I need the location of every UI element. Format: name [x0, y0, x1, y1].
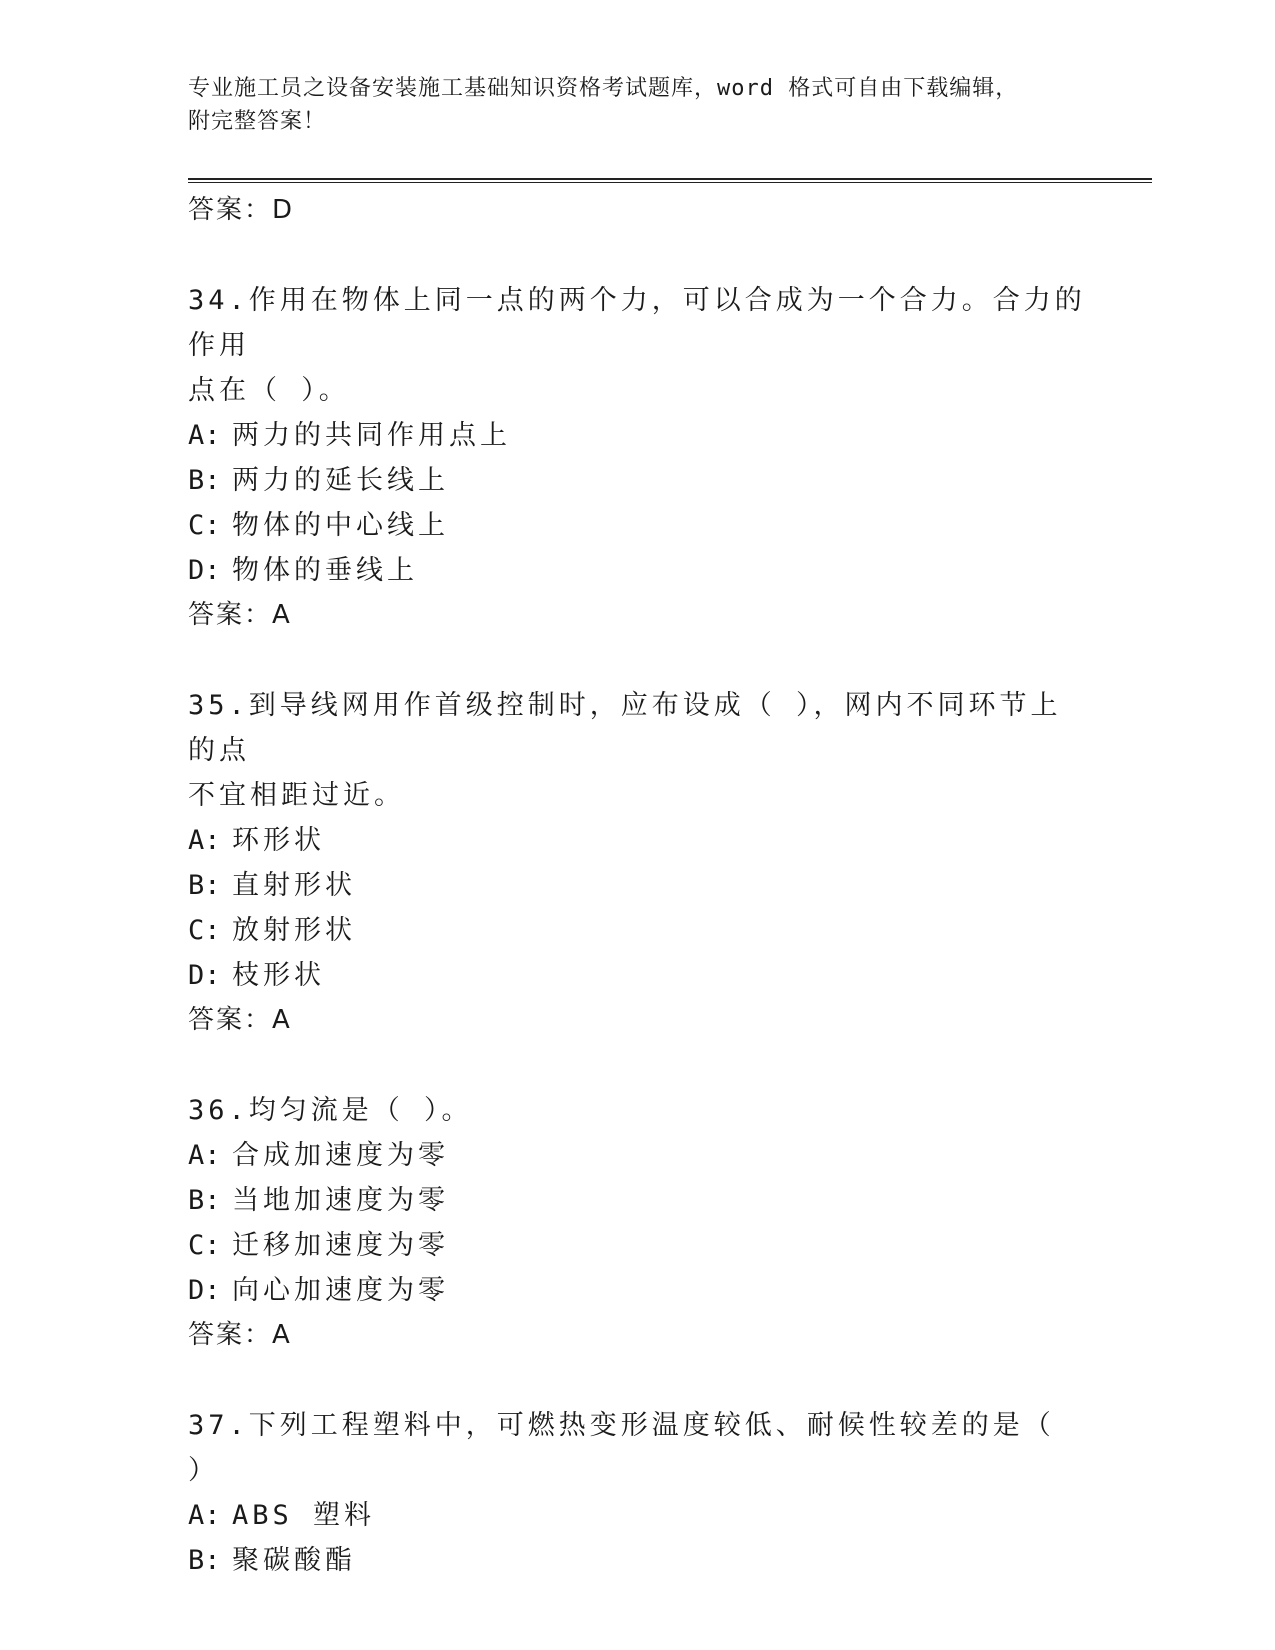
option-text: ABS 塑料: [232, 1500, 376, 1531]
option-letter: D:: [188, 1275, 221, 1306]
option-a: [188, 1493, 1088, 1538]
option-c: [188, 503, 1088, 548]
question-text-line-2: 不宜相距过近。: [188, 780, 405, 811]
option-d: [188, 953, 1088, 998]
option-letter: A:: [188, 420, 221, 451]
option-text: 向心加速度为零: [232, 1275, 449, 1306]
option-text: 合成加速度为零: [232, 1140, 449, 1171]
option-c: [188, 908, 1088, 953]
answer-line: 答案：D: [188, 195, 295, 225]
question-35: [188, 683, 1088, 1043]
option-text: 两力的共同作用点上: [232, 420, 511, 451]
option-a: [188, 818, 1088, 863]
header-line-2: 附完整答案！: [188, 109, 327, 134]
question-34: [188, 278, 1088, 638]
option-letter: D:: [188, 960, 221, 991]
option-c: [188, 1223, 1088, 1268]
option-text: 枝形状: [232, 960, 325, 991]
option-letter: D:: [188, 555, 221, 586]
question-list: [188, 188, 1088, 1583]
option-letter: C:: [188, 915, 221, 946]
option-letter: C:: [188, 510, 221, 541]
option-letter: A:: [188, 1500, 221, 1531]
option-text: 环形状: [232, 825, 325, 856]
question-36: [188, 1088, 1088, 1358]
option-letter: B:: [188, 1185, 221, 1216]
answer-line: 答案：A: [188, 1005, 292, 1035]
header-line-1: 专业施工员之设备安装施工基础知识资格考试题库，word 格式可自由下载编辑，: [188, 76, 1019, 101]
option-text: 物体的中心线上: [232, 510, 449, 541]
page-header: [188, 72, 1088, 138]
option-letter: B:: [188, 465, 221, 496]
option-letter: A:: [188, 825, 221, 856]
option-d: [188, 1268, 1088, 1313]
option-letter: B:: [188, 870, 221, 901]
question-text-line-1: 36.均匀流是（ ）。: [188, 1095, 473, 1126]
question-37: [188, 1403, 1088, 1583]
option-text: 物体的垂线上: [232, 555, 418, 586]
option-letter: A:: [188, 1140, 221, 1171]
option-text: 放射形状: [232, 915, 356, 946]
option-d: [188, 548, 1088, 593]
question-text-line-1: 34.作用在物体上同一点的两个力，可以合成为一个合力。合力的作用: [188, 285, 1086, 361]
header-divider: [188, 178, 1152, 183]
option-text: 聚碳酸酯: [232, 1545, 356, 1576]
option-b: [188, 458, 1088, 503]
option-a: [188, 1133, 1088, 1178]
option-text: 直射形状: [232, 870, 356, 901]
option-letter: C:: [188, 1230, 221, 1261]
question-text-line-1: 35.到导线网用作首级控制时，应布设成（ ），网内不同环节上的点: [188, 690, 1062, 766]
option-text: 当地加速度为零: [232, 1185, 449, 1216]
option-a: [188, 413, 1088, 458]
question-text-line-2: 点在（ ）。: [188, 375, 350, 406]
option-b: [188, 863, 1088, 908]
answer-line: 答案：A: [188, 600, 292, 630]
option-text: 两力的延长线上: [232, 465, 449, 496]
option-letter: B:: [188, 1545, 221, 1576]
question-text-line-1: 37.下列工程塑料中，可燃热变形温度较低、耐候性较差的是（ ）: [188, 1410, 1055, 1486]
option-b: [188, 1538, 1088, 1583]
option-b: [188, 1178, 1088, 1223]
option-text: 迁移加速度为零: [232, 1230, 449, 1261]
answer-line: 答案：A: [188, 1320, 292, 1350]
